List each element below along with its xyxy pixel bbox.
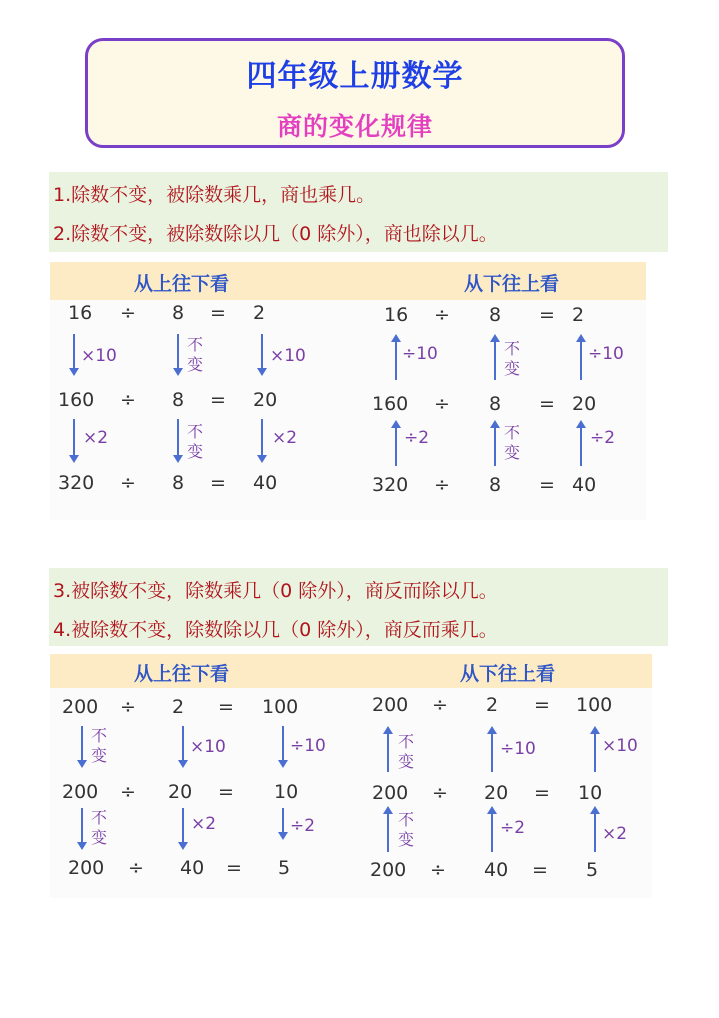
p1-left-r2-div: ÷ bbox=[120, 389, 136, 411]
p1-right-op1-b: 不变 bbox=[503, 339, 520, 378]
up-arrow-icon bbox=[387, 808, 389, 852]
p2-right-r3-divisor: 40 bbox=[484, 859, 509, 881]
p1-left-op2-b: 不变 bbox=[186, 422, 203, 461]
p2-right-op1-a: 不变 bbox=[397, 732, 414, 771]
p2-left-r3-eq: = bbox=[226, 857, 242, 879]
p1-right-r3-eq: = bbox=[539, 474, 555, 496]
p2-right-r2-dividend: 200 bbox=[372, 782, 409, 804]
rule-2: 2.除数不变，被除数除以几（0 除外），商也除以几。 bbox=[53, 223, 498, 245]
up-arrow-icon bbox=[494, 422, 496, 466]
down-arrow-icon bbox=[282, 726, 284, 766]
p1-left-r3-quotient: 40 bbox=[253, 472, 278, 494]
p1-left-r1-divisor: 8 bbox=[172, 302, 185, 324]
p2-left-r2-div: ÷ bbox=[120, 781, 136, 803]
example-panel-1 bbox=[50, 262, 646, 520]
down-arrow-icon bbox=[261, 334, 263, 374]
down-arrow-icon bbox=[182, 726, 184, 766]
p1-right-r2-eq: = bbox=[539, 393, 555, 415]
panel-2-header bbox=[50, 654, 652, 688]
p1-left-op2-c: ×2 bbox=[272, 428, 298, 448]
p2-left-r3-divisor: 40 bbox=[180, 857, 205, 879]
p1-right-r1-eq: = bbox=[539, 304, 555, 326]
down-arrow-icon bbox=[177, 419, 179, 461]
p1-right-r1-quotient: 2 bbox=[572, 304, 585, 326]
up-arrow-icon bbox=[395, 422, 397, 466]
down-arrow-icon bbox=[73, 334, 75, 374]
rule-1: 1.除数不变，被除数乘几，商也乘几。 bbox=[53, 184, 376, 206]
p1-left-op2-a: ×2 bbox=[83, 428, 109, 448]
down-arrow-icon bbox=[73, 419, 75, 461]
p1-right-r1-dividend: 16 bbox=[384, 304, 409, 326]
up-arrow-icon bbox=[580, 336, 582, 380]
up-arrow-icon bbox=[494, 336, 496, 380]
p1-right-r3-divisor: 8 bbox=[489, 474, 502, 496]
rules-block-bottom bbox=[49, 568, 668, 646]
p2-right-r2-divisor: 20 bbox=[484, 782, 509, 804]
down-arrow-icon bbox=[182, 808, 184, 848]
p2-right-r1-divisor: 2 bbox=[486, 694, 499, 716]
up-arrow-icon bbox=[395, 336, 397, 380]
rule-3: 3.被除数不变，除数乘几（0 除外），商反而除以几。 bbox=[53, 580, 498, 602]
p2-left-r1-quotient: 100 bbox=[262, 696, 299, 718]
p1-left-r2-dividend: 160 bbox=[58, 389, 95, 411]
panel-1-left-header: 从上往下看 bbox=[134, 273, 230, 295]
p2-left-r3-dividend: 200 bbox=[68, 857, 105, 879]
p2-left-op1-a: 不变 bbox=[90, 726, 107, 765]
p1-right-r2-dividend: 160 bbox=[372, 393, 409, 415]
p1-left-r1-eq: = bbox=[210, 302, 226, 324]
p1-right-r3-dividend: 320 bbox=[372, 474, 409, 496]
p2-left-r3-div: ÷ bbox=[128, 857, 144, 879]
up-arrow-icon bbox=[491, 728, 493, 772]
p2-right-r1-eq: = bbox=[534, 694, 550, 716]
p2-left-r1-divisor: 2 bbox=[172, 696, 185, 718]
panel-2-right-header: 从下往上看 bbox=[460, 663, 556, 685]
up-arrow-icon bbox=[594, 728, 596, 772]
panel-1-right-header: 从下往上看 bbox=[464, 273, 560, 295]
p1-left-r1-quotient: 2 bbox=[253, 302, 266, 324]
p1-left-r1-div: ÷ bbox=[120, 302, 136, 324]
down-arrow-icon bbox=[282, 808, 284, 838]
up-arrow-icon bbox=[387, 728, 389, 772]
panel-2-left-header: 从上往下看 bbox=[134, 663, 230, 685]
up-arrow-icon bbox=[580, 422, 582, 466]
p2-right-r1-dividend: 200 bbox=[372, 694, 409, 716]
p1-left-r3-divisor: 8 bbox=[172, 472, 185, 494]
p2-right-op2-b: ÷2 bbox=[500, 818, 526, 838]
rule-4: 4.被除数不变，除数除以几（0 除外），商反而乘几。 bbox=[53, 619, 498, 641]
p2-left-r2-dividend: 200 bbox=[62, 781, 99, 803]
example-panel-2 bbox=[50, 654, 652, 898]
p1-left-r2-quotient: 20 bbox=[253, 389, 278, 411]
p1-left-r1-dividend: 16 bbox=[68, 302, 93, 324]
p1-right-op2-c: ÷2 bbox=[590, 428, 616, 448]
p2-right-r3-eq: = bbox=[532, 859, 548, 881]
p1-right-op2-b: 不变 bbox=[503, 423, 520, 462]
p1-right-r3-quotient: 40 bbox=[572, 474, 597, 496]
p2-left-r1-dividend: 200 bbox=[62, 696, 99, 718]
p2-left-r2-quotient: 10 bbox=[274, 781, 299, 803]
p2-left-r1-div: ÷ bbox=[120, 696, 136, 718]
p1-right-r1-divisor: 8 bbox=[489, 304, 502, 326]
p1-left-op1-a: ×10 bbox=[81, 346, 117, 366]
p2-left-op1-c: ÷10 bbox=[290, 736, 326, 756]
p2-left-op1-b: ×10 bbox=[190, 737, 226, 757]
p2-right-r1-quotient: 100 bbox=[576, 694, 613, 716]
p2-left-op2-b: ×2 bbox=[191, 814, 217, 834]
p2-right-r2-quotient: 10 bbox=[578, 782, 603, 804]
down-arrow-icon bbox=[261, 419, 263, 461]
down-arrow-icon bbox=[81, 808, 83, 848]
p2-right-op1-b: ÷10 bbox=[500, 739, 536, 759]
p2-left-r2-eq: = bbox=[218, 781, 234, 803]
p2-right-op2-a: 不变 bbox=[397, 810, 414, 849]
p2-right-r3-div: ÷ bbox=[430, 859, 446, 881]
p1-right-op2-a: ÷2 bbox=[404, 428, 430, 448]
p1-right-r3-div: ÷ bbox=[434, 474, 450, 496]
up-arrow-icon bbox=[491, 808, 493, 852]
down-arrow-icon bbox=[177, 334, 179, 374]
rules-block-top bbox=[49, 172, 668, 252]
p2-right-r2-eq: = bbox=[534, 782, 550, 804]
down-arrow-icon bbox=[81, 726, 83, 766]
title-box bbox=[85, 38, 625, 148]
p2-left-r1-eq: = bbox=[218, 696, 234, 718]
p2-right-r3-quotient: 5 bbox=[586, 859, 599, 881]
p1-left-op1-c: ×10 bbox=[270, 346, 306, 366]
p1-right-r2-divisor: 8 bbox=[489, 393, 502, 415]
p2-left-r3-quotient: 5 bbox=[278, 857, 291, 879]
p1-right-op1-a: ÷10 bbox=[402, 344, 438, 364]
page-subtitle: 商的变化规律 bbox=[276, 112, 433, 141]
p2-right-r2-div: ÷ bbox=[432, 782, 448, 804]
p1-left-r2-eq: = bbox=[210, 389, 226, 411]
page-title: 四年级上册数学 bbox=[246, 59, 464, 94]
p1-left-r3-div: ÷ bbox=[120, 472, 136, 494]
panel-1-header bbox=[50, 262, 646, 300]
p2-left-op2-c: ÷2 bbox=[290, 816, 316, 836]
p1-left-r3-dividend: 320 bbox=[58, 472, 95, 494]
p1-right-r1-div: ÷ bbox=[434, 304, 450, 326]
p2-right-op1-c: ×10 bbox=[602, 736, 638, 756]
p2-right-op2-c: ×2 bbox=[602, 824, 628, 844]
p1-right-op1-c: ÷10 bbox=[588, 344, 624, 364]
p1-left-r3-eq: = bbox=[210, 472, 226, 494]
p2-right-r1-div: ÷ bbox=[432, 694, 448, 716]
p1-left-op1-b: 不变 bbox=[186, 335, 203, 374]
p2-left-r2-divisor: 20 bbox=[168, 781, 193, 803]
p1-right-r2-quotient: 20 bbox=[572, 393, 597, 415]
p2-right-r3-dividend: 200 bbox=[370, 859, 407, 881]
p1-left-r2-divisor: 8 bbox=[172, 389, 185, 411]
p2-left-op2-a: 不变 bbox=[90, 808, 107, 847]
up-arrow-icon bbox=[594, 808, 596, 852]
p1-right-r2-div: ÷ bbox=[434, 393, 450, 415]
